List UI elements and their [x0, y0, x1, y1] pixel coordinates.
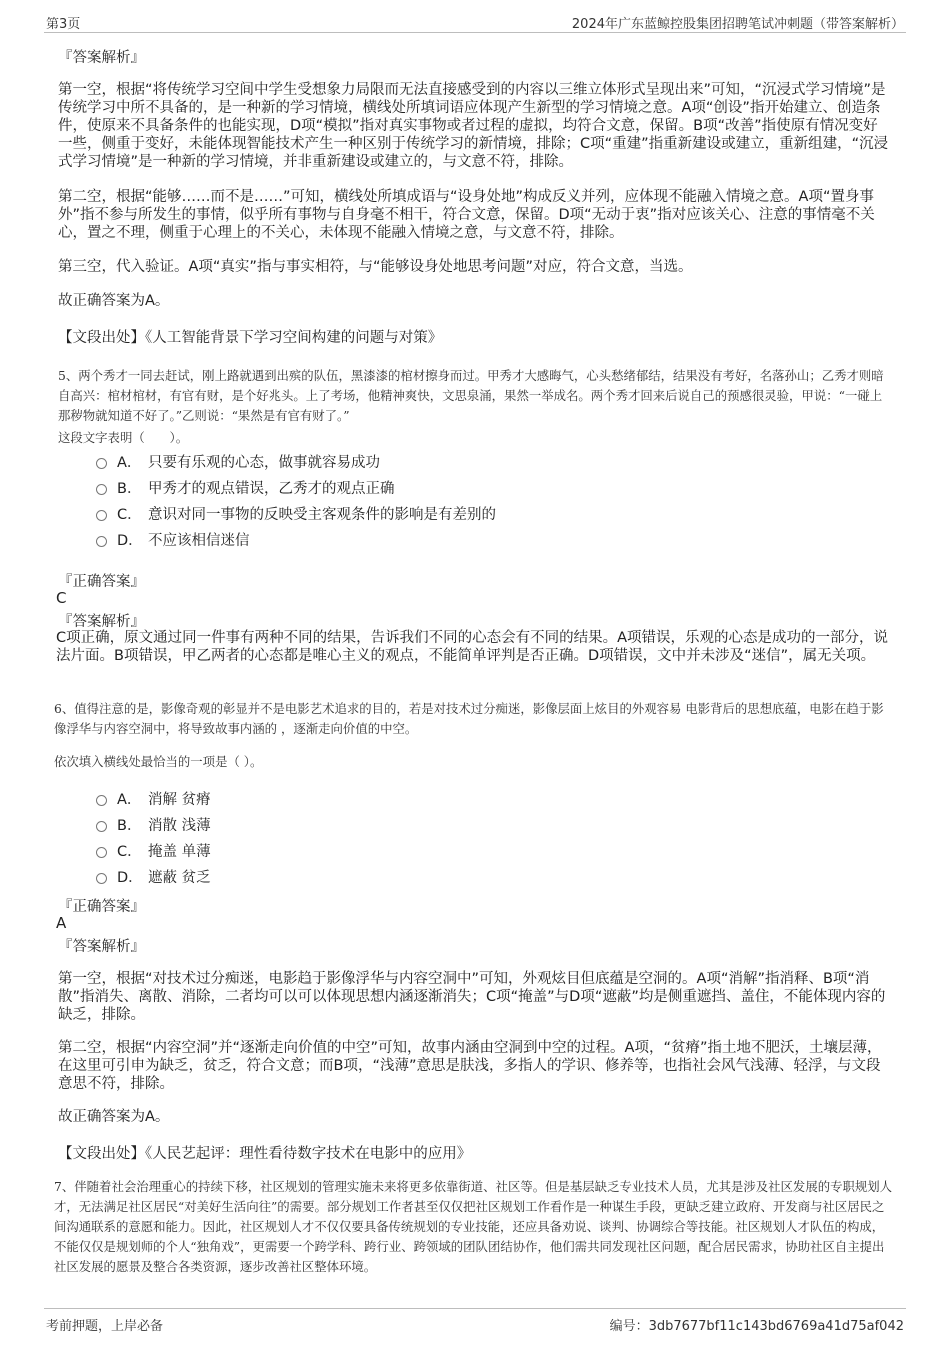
- radio-icon[interactable]: [96, 873, 107, 884]
- q6-stem: 依次填入横线处最恰当的一项是（ ）。: [54, 754, 263, 769]
- q5-answer-label: 『正确答案』: [58, 574, 145, 590]
- q5-analysis: C项正确，原文通过同一件事有两种不同的结果，告诉我们不同的心态会有不同的结果。A项错误，乐观的心态是成功的一部分，说法片面。B项错误，甲乙两者的心态都是唯心主义的观点，不能简单评判是否正确。D项错误，文中并未涉及“迷信”，属无关项。: [56, 630, 889, 664]
- q4-analysis-label: 『答案解析』: [58, 50, 145, 66]
- q6-text: 6、值得注意的是，影像奇观的彰显并不是电影艺术追求的目的，若是对技术过分痴迷，影像层面上炫目的外观容易 电影背后的思想底蕴，电影在趋于影像浮华与内容空洞中，将导致故事内涵的 ，逐渐走向价值的中空。: [54, 701, 884, 736]
- q6-option-c[interactable]: C． 掩盖 单薄: [96, 839, 211, 861]
- q6-source: 【文段出处】《人民艺起评：理性看待数字技术在电影中的应用》: [58, 1146, 472, 1162]
- q5-option-a[interactable]: A． 只要有乐观的心态，做事就容易成功: [96, 450, 380, 472]
- document-title: 2024年广东蓝鲸控股集团招聘笔试冲刺题（带答案解析）: [571, 17, 904, 32]
- radio-icon[interactable]: [96, 510, 107, 521]
- q6-option-d[interactable]: D． 遮蔽 贫乏: [96, 865, 211, 887]
- footer-slogan: 考前押题，上岸必备: [46, 1319, 164, 1334]
- radio-icon[interactable]: [96, 484, 107, 495]
- q6-answer-label: 『正确答案』: [58, 899, 145, 915]
- q6-analysis-para1: 第一空，根据“对技术过分痴迷，电影趋于影像浮华与内容空洞中”可知，外观炫目但底蕴是空洞的。A项“消解”指消释、B项“消散”指消失、离散、消除，二者均可以可以体现思想内涵逐渐消失；C项“掩盖”与D项“遮蔽”均是侧重遮挡、盖住，不能体现内容的缺乏，排除。: [58, 971, 886, 1023]
- radio-icon[interactable]: [96, 795, 107, 806]
- q6-analysis-label: 『答案解析』: [58, 939, 145, 955]
- page-number: 第3页: [46, 17, 81, 32]
- q4-conclusion: 故正确答案为A。: [58, 293, 170, 309]
- q4-analysis-para1: 第一空，根据“将传统学习空间中学生受想象力局限而无法直接感受到的内容以三维立体形式呈现出来”可知，“沉浸式学习情境”是传统学习中所不具备的，是一种新的学习情境，横线处所填词语应体现产生新型的学习情境之意。A项“创设”指开始建立、创造条件，使原来不具备条件的也能实现，D项“模拟”指对真实事物或者过程的虚拟，均符合文意，保留。B项“改善”指使原有情况变好一些，侧重于变好，未能体现智能技术产生一种区别于传统学习的新情境，排除；C项“重建”指重新建设或建立，重新组建，“沉浸式学习情境”是一种新的学习情境，并非重新建设或建立的，与文意不符，排除。: [58, 82, 889, 170]
- q6-conclusion: 故正确答案为A。: [58, 1109, 170, 1125]
- radio-icon[interactable]: [96, 458, 107, 469]
- q4-analysis-para3: 第三空，代入验证。A项“真实”指与事实相符，与“能够设身处地思考问题”对应，符合文意，当选。: [58, 259, 693, 275]
- q5-option-b[interactable]: B． 甲秀才的观点错误，乙秀才的观点正确: [96, 476, 395, 498]
- q5-stem: 这段文字表明（ ）。: [58, 430, 189, 445]
- document-code: 编号：3db7677bf11c143bd6769a41d75af042: [609, 1319, 904, 1334]
- q6-analysis-para2: 第二空，根据“内容空洞”并“逐渐走向价值的中空”可知，故事内涵由空洞到中空的过程。A项，“贫瘠”指土地不肥沃，土壤层薄，在这里可引申为缺乏，贫乏，符合文意；而B项，“浅薄”意思是肤浅，多指人的学识、修养等，也指社会风气浅薄、轻浮，与文段意思不符，排除。: [58, 1040, 882, 1092]
- q5-answer: C: [56, 589, 67, 607]
- q6-option-a[interactable]: A． 消解 贫瘠: [96, 787, 211, 809]
- q6-answer: A: [56, 914, 67, 932]
- q7-text: 7、伴随着社会治理重心的持续下移，社区规划的管理实施未来将更多依靠街道、社区等。但是基层缺乏专业技术人员，尤其是涉及社区发展的专职规划人才，无法满足社区居民“对美好生活向往”的需要。部分规划工作者甚至仅仅把社区规划工作看作是一种谋生手段，更缺乏建立政府、开发商与社区居民之间沟通联系的意愿和能力。因此，社区规划人才不仅仅要具备传统规划的专业技能，还应具备劝说、谈判、协调综合等技能。社区规划人才队伍的构成，不能仅仅是规划师的个人“独角戏”，更需要一个跨学科、跨行业、跨领域的团队团结协作，他们需共同发现社区问题，配合居民需求，协助社区自主提出社区发展的愿景及整合各类资源，逐步改善社区整体环境。: [54, 1179, 893, 1274]
- q4-source: 【文段出处】《人工智能背景下学习空间构建的问题与对策》: [58, 330, 443, 346]
- q4-analysis-para2: 第二空，根据“能够……而不是……”可知，横线处所填成语与“设身处地”构成反义并列，应体现不能融入情境之意。A项“置身事外”指不参与所发生的事情，似乎所有事物与自身毫不相干，符合文意，保留。D项“无动于衷”指对应该关心、注意的事情毫不关心，置之不理，侧重于心理上的不关心，未体现不能融入情境之意，与文意不符，排除。: [58, 189, 875, 241]
- page-header: [44, 10, 906, 33]
- page-footer: [44, 1308, 906, 1334]
- q6-option-b[interactable]: B． 消散 浅薄: [96, 813, 211, 835]
- radio-icon[interactable]: [96, 821, 107, 832]
- q5-text: 5、两个秀才一同去赶试，刚上路就遇到出殡的队伍，黑漆漆的棺材擦身而过。甲秀才大感晦气，心头愁绪郁结，结果没有考好，名落孙山；乙秀才则暗自高兴：棺材棺材，有官有财，是个好兆头。上了考场，他精神爽快，文思泉涌，果然一举成名。两个秀才回来后说自己的预感很灵验，甲说：“一碰上那秽物就知道不好了。”乙则说：“果然是有官有财了。”: [58, 368, 884, 423]
- radio-icon[interactable]: [96, 847, 107, 858]
- q5-analysis-label: 『答案解析』: [58, 614, 145, 630]
- q5-option-d[interactable]: D． 不应该相信迷信: [96, 528, 250, 550]
- q5-option-c[interactable]: C． 意识对同一事物的反映受主客观条件的影响是有差别的: [96, 502, 496, 524]
- radio-icon[interactable]: [96, 536, 107, 547]
